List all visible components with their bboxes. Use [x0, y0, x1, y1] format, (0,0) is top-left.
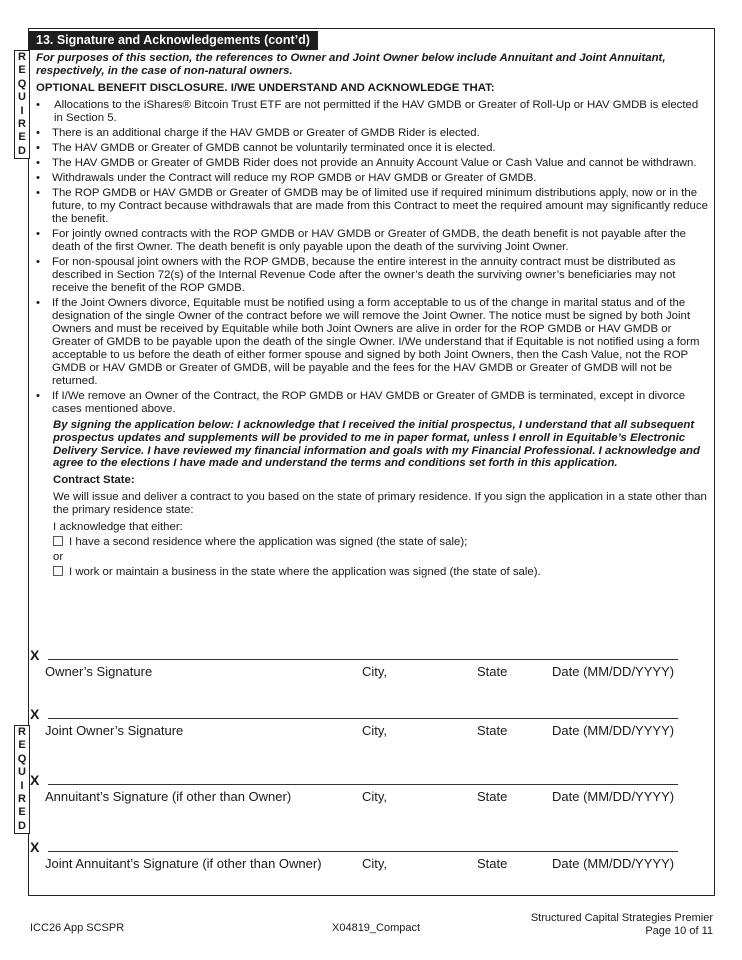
or-text: or [53, 551, 64, 564]
list-item [36, 99, 708, 125]
required-letter: I [20, 779, 24, 792]
list-item [36, 390, 708, 416]
list-item-text: If the Joint Owners divorce, Equitable must be notified using a form acceptable to us of the change in marital status and of the designation of the single Owner of the contract before we will remove the Joint Owner. The notice must be signed by both Joint Owners and must be received by Equitable while both Joint Owners are alive in order for the ROP GMDB or HAV GMDB or Greater of GMDB to be payable upon the death of the single Owner. I/We understand that if Equitable is not notified using a form acceptable to us before the death of either former spouse and signed by both Joint Owners, then the Cash Value, not the ROP GMDB or HAV GMDB or Greater of GMDB, will be payable and the fees for the HAV GMDB or Greater of GMDB will not be returned. [52, 297, 700, 387]
list-item [36, 187, 708, 226]
list-item-text: Allocations to the iShares® Bitcoin Trust ETF are not permitted if the HAV GMDB or Greater of Roll-Up or HAV GMDB is elected in Section 5. [54, 99, 699, 124]
list-item-text: There is an additional charge if the HAV GMDB or Greater of GMDB Rider is elected. [52, 127, 480, 139]
list-item [36, 297, 708, 388]
state-label: State [477, 664, 508, 679]
checkbox-icon[interactable] [53, 536, 63, 546]
signature-x-mark: X [30, 647, 40, 663]
required-letter: Q [17, 77, 27, 90]
signature-x-mark: X [30, 706, 40, 722]
list-item-text: Withdrawals under the Contract will reduce my ROP GMDB or HAV GMDB or Greater of GMDB. [52, 172, 537, 184]
contract-state-title: Contract State: [53, 474, 135, 487]
signature-line[interactable] [48, 659, 678, 660]
list-item [36, 157, 708, 170]
bullet-icon: • [36, 256, 40, 268]
required-letter: I [20, 104, 24, 117]
annuitant-signature-block [30, 772, 680, 812]
acknowledgement-text: By signing the application below: I acknowledge that I received the initial prospectus, I understand that all subsequent prospectus updates and supplements will be provided to me in paper format, unless I enroll in Equitable’s Electronic Delivery Service. I have reviewed my financial information and goals with my Financial Professional. I acknowledge and agree to the elections I have made and understand the terms and conditions set forth in this application. [53, 419, 700, 470]
date-label: Date (MM/DD/YYYY) [552, 664, 675, 679]
state-label: State [477, 856, 508, 871]
list-item-text: The ROP GMDB or HAV GMDB or Greater of GMDB may be of limited use if required minimum distributions apply, now or in the future, to my Contract because withdrawals that are made from this Contract to meet the required amount may significantly reduce the benefit. [52, 187, 708, 225]
contract-state-text: We will issue and deliver a contract to you based on the state of primary residence. If you sign the application in a state other than the primary residence state: [53, 491, 707, 517]
disclosure-list [36, 99, 708, 416]
intro-text: For purposes of this section, the references to Owner and Joint Owner below include Annuitant and Joint Annuitant, respectively, in the case of non-natural owners. [36, 52, 666, 77]
signature-label: Annuitant’s Signature (if other than Owner) [45, 789, 292, 804]
signature-label: Owner’s Signature [45, 664, 153, 679]
section-header: 13. Signature and Acknowledgements (cont’d) [28, 31, 318, 50]
bullet-icon: • [36, 142, 40, 154]
signature-x-mark: X [30, 772, 40, 788]
required-letter: D [18, 144, 26, 157]
required-letter: U [18, 91, 26, 104]
state-label: State [477, 789, 508, 804]
required-marker-bottom [14, 725, 30, 834]
list-item [36, 256, 708, 295]
required-letter: Q [17, 752, 27, 765]
signature-x-mark: X [30, 839, 40, 855]
required-letter: E [18, 131, 26, 144]
required-letter: R [18, 51, 26, 63]
footer-product [531, 912, 713, 938]
required-marker-top [14, 50, 30, 159]
section-content [36, 52, 708, 581]
bullet-icon: • [36, 390, 40, 402]
footer-page-number: Page 10 of 11 [645, 925, 713, 937]
signature-label: Joint Annuitant’s Signature (if other than Owner) [45, 856, 322, 871]
bullet-icon: • [36, 228, 40, 240]
footer-product-name: Structured Capital Strategies Premier [530, 912, 713, 924]
option-second-residence [53, 536, 708, 549]
list-item [36, 142, 708, 155]
owner-signature-block [30, 647, 680, 687]
required-letter: E [18, 739, 26, 752]
required-letter: R [18, 793, 26, 806]
joint-annuitant-signature-block [30, 839, 680, 879]
required-letter: D [18, 819, 26, 832]
disclosure-heading: OPTIONAL BENEFIT DISCLOSURE. I/WE UNDERSTAND AND ACKNOWLEDGE THAT: [36, 82, 495, 94]
signature-line[interactable] [48, 718, 678, 719]
list-item-text: If I/We remove an Owner of the Contract, the ROP GMDB or HAV GMDB or Greater of GMDB is terminated, except in divorce cases mentioned above. [52, 390, 686, 415]
required-letter: R [18, 118, 26, 131]
signature-line[interactable] [48, 784, 678, 785]
list-item-text: For non-spousal joint owners with the ROP GMDB, because the entire interest in the annuity contract must be distributed as described in Section 72(s) of the Internal Revenue Code after the owner’s death the surviving owner’s beneficiaries may not receive the benefit of the ROP GMDB. [52, 256, 676, 294]
option-business [53, 566, 708, 579]
acknowledge-either-text: I acknowledge that either: [53, 521, 183, 534]
joint-owner-signature-block [30, 706, 680, 746]
bullet-icon: • [36, 297, 40, 309]
required-letter: R [18, 726, 26, 738]
date-label: Date (MM/DD/YYYY) [552, 723, 675, 738]
required-letter: E [18, 806, 26, 819]
bullet-icon: • [36, 99, 40, 111]
date-label: Date (MM/DD/YYYY) [552, 789, 675, 804]
footer-form-id: ICC26 App SCSPR [30, 922, 125, 934]
city-label: City, [362, 723, 388, 738]
required-letter: U [18, 766, 26, 779]
signature-line[interactable] [48, 851, 678, 852]
city-label: City, [362, 664, 388, 679]
checkbox-icon[interactable] [53, 566, 63, 576]
list-item [36, 228, 708, 254]
signature-label: Joint Owner’s Signature [45, 723, 184, 738]
city-label: City, [362, 856, 388, 871]
state-label: State [477, 723, 508, 738]
date-label: Date (MM/DD/YYYY) [552, 856, 675, 871]
list-item-text: For jointly owned contracts with the ROP GMDB or HAV GMDB or Greater of GMDB, the death benefit is not payable after the death of the first Owner. The death benefit is only payable upon the death of the surviving Joint Owner. [52, 228, 686, 253]
list-item [36, 127, 708, 140]
city-label: City, [362, 789, 388, 804]
bullet-icon: • [36, 172, 40, 184]
footer-form-code: X04819_Compact [332, 922, 421, 934]
list-item-text: The HAV GMDB or Greater of GMDB Rider does not provide an Annuity Account Value or Cash Value and cannot be withdrawn. [52, 157, 697, 169]
option-label: I have a second residence where the application was signed (the state of sale); [69, 536, 468, 549]
option-label: I work or maintain a business in the state where the application was signed (the state of sale). [69, 566, 541, 579]
list-item [36, 172, 708, 185]
bullet-icon: • [36, 157, 40, 169]
bullet-icon: • [36, 127, 40, 139]
bullet-icon: • [36, 187, 40, 199]
required-letter: E [18, 64, 26, 77]
list-item-text: The HAV GMDB or Greater of GMDB cannot be voluntarily terminated once it is elected. [52, 142, 496, 154]
